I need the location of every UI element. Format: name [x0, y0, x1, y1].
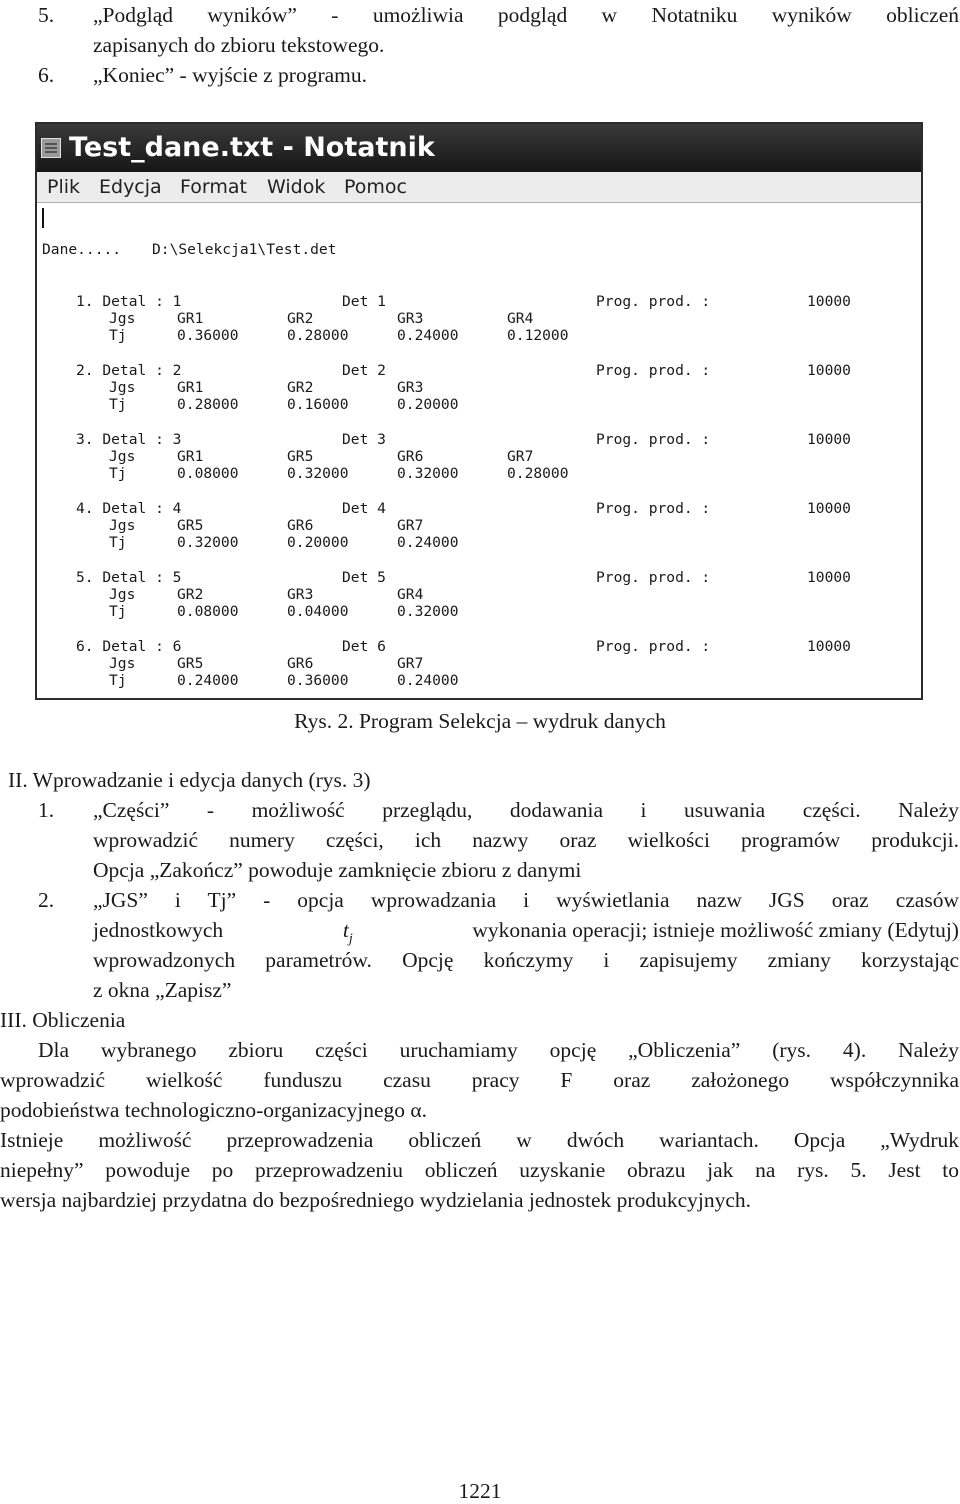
notepad-text-area[interactable] [37, 204, 921, 698]
section-2-item-1-line-3: Opcja „Zakończ” powoduje zamknięcie zbioru z danymi [93, 858, 582, 882]
det-name: Det 1 [342, 293, 386, 310]
tj-value: 0.16000 [287, 396, 349, 413]
tj-value: 0.28000 [287, 327, 349, 344]
header-label: Dane..... [42, 241, 122, 258]
jgs-value: GR2 [287, 379, 314, 396]
variable-tj: $t_j$ [342, 918, 353, 947]
prog-prod-label: Prog. prod. : [596, 293, 711, 310]
jgs-value: GR3 [397, 310, 424, 327]
tj-row-label: Tj [109, 672, 127, 689]
section-3-heading: III. Obliczenia [0, 1008, 126, 1032]
line-part-a: jednostkowych [93, 918, 224, 942]
section-3-para-2-line-2: niepełny” powoduje po przeprowadzeniu obliczeń uzyskanie obrazu jak na rys. 5. Jest to [0, 1158, 959, 1182]
tj-value: 0.12000 [507, 327, 569, 344]
jgs-row-label: Jgs [109, 586, 136, 603]
tj-value: 0.36000 [177, 327, 239, 344]
tj-value: 0.24000 [397, 534, 459, 551]
notepad-menu-bar [37, 172, 921, 202]
detal-label: 5. Detal : 5 [76, 569, 182, 586]
tj-value: 0.20000 [397, 396, 459, 413]
det-name: Det 2 [342, 362, 386, 379]
tj-value: 0.28000 [507, 465, 569, 482]
section-3-para-2-line-3: wersja najbardziej przydatna do bezpośredniego wydzielania jednostek produkcyjnych. [0, 1188, 752, 1212]
tj-value: 0.24000 [397, 672, 459, 689]
tj-row-label: Tj [109, 603, 127, 620]
tj-row-label: Tj [109, 465, 127, 482]
jgs-value: GR6 [287, 655, 314, 672]
section-3-para-1-line-2: wprowadzić wielkość funduszu czasu pracy F oraz założonego współczynnika [0, 1068, 959, 1092]
list-item-6-number: 6. [38, 63, 55, 87]
jgs-value: GR2 [177, 586, 204, 603]
prog-prod-value: 10000 [807, 431, 851, 448]
notepad-title: Test_dane.txt - Notatnik [69, 132, 435, 163]
jgs-row-label: Jgs [109, 310, 136, 327]
det-name: Det 5 [342, 569, 386, 586]
section-2-item-1-line-2: wprowadzić numery części, ich nazwy oraz wielkości programów produkcji. [93, 828, 959, 852]
tj-value: 0.32000 [287, 465, 349, 482]
tj-value: 0.32000 [177, 534, 239, 551]
jgs-value: GR1 [177, 448, 204, 465]
tj-value: 0.04000 [287, 603, 349, 620]
tj-value: 0.28000 [177, 396, 239, 413]
prog-prod-label: Prog. prod. : [596, 362, 711, 379]
detal-label: 1. Detal : 1 [76, 293, 182, 310]
tj-value: 0.36000 [287, 672, 349, 689]
tj-value: 0.32000 [397, 465, 459, 482]
menu-item-format[interactable]: Format [180, 176, 247, 198]
notepad-window [35, 122, 923, 700]
list-item-5-text: „Podgląd wyników” - umożliwia podgląd w Notatniku wyników obliczeń [93, 3, 959, 27]
detal-label: 2. Detal : 2 [76, 362, 182, 379]
notepad-app-icon [41, 138, 61, 158]
section-2-item-2-number: 2. [38, 888, 55, 912]
jgs-value: GR7 [397, 517, 424, 534]
detal-label: 4. Detal : 4 [76, 500, 182, 517]
prog-prod-value: 10000 [807, 293, 851, 310]
det-name: Det 3 [342, 431, 386, 448]
tj-value: 0.32000 [397, 603, 459, 620]
prog-prod-label: Prog. prod. : [596, 431, 711, 448]
list-item-5-number: 5. [38, 3, 55, 27]
det-name: Det 4 [342, 500, 386, 517]
section-2-item-1-line-1: „Części” - możliwość przeglądu, dodawania i usuwania części. Należy [93, 798, 959, 822]
line-part-b: wykonania operacji; istnieje możliwość zmiany (Edytuj) [472, 918, 959, 942]
prog-prod-value: 10000 [807, 500, 851, 517]
section-2-heading: II. Wprowadzanie i edycja danych (rys. 3) [8, 768, 371, 792]
tj-value: 0.20000 [287, 534, 349, 551]
jgs-value: GR3 [397, 379, 424, 396]
jgs-value: GR1 [177, 310, 204, 327]
menu-item-widok[interactable]: Widok [267, 176, 326, 198]
jgs-value: GR5 [177, 655, 204, 672]
jgs-value: GR7 [397, 655, 424, 672]
figure-caption: Rys. 2. Program Selekcja – wydruk danych [294, 709, 666, 733]
section-2-item-2-line-3: wprowadzonych parametrów. Opcję kończymy i zapisujemy zmiany korzystając [93, 948, 959, 972]
prog-prod-value: 10000 [807, 362, 851, 379]
section-2-item-1-number: 1. [38, 798, 55, 822]
jgs-row-label: Jgs [109, 379, 136, 396]
tj-value: 0.24000 [397, 327, 459, 344]
header-path: D:\Selekcja1\Test.det [152, 241, 337, 258]
notepad-title-bar [37, 124, 921, 172]
page-number: 1221 [458, 1479, 502, 1503]
jgs-value: GR2 [287, 310, 314, 327]
prog-prod-label: Prog. prod. : [596, 569, 711, 586]
det-name: Det 6 [342, 638, 386, 655]
prog-prod-value: 10000 [807, 638, 851, 655]
section-2-item-2-line-4: z okna „Zapisz” [93, 978, 232, 1002]
menu-item-plik[interactable]: Plik [47, 176, 81, 198]
menu-separator [37, 202, 921, 203]
list-item-6-text: „Koniec” - wyjście z programu. [93, 63, 368, 87]
jgs-value: GR4 [507, 310, 534, 327]
prog-prod-label: Prog. prod. : [596, 500, 711, 517]
detal-label: 3. Detal : 3 [76, 431, 182, 448]
jgs-value: GR1 [177, 379, 204, 396]
jgs-value: GR4 [397, 586, 424, 603]
section-3-para-1-line-1: Dla wybranego zbioru części uruchamiamy opcję „Obliczenia” (rys. 4). Należy [38, 1038, 959, 1062]
tj-value: 0.24000 [177, 672, 239, 689]
jgs-value: GR5 [177, 517, 204, 534]
menu-item-edycja[interactable]: Edycja [99, 176, 162, 198]
list-item-5-text-cont: zapisanych do zbioru tekstowego. [93, 33, 385, 57]
section-3-para-1-line-3: podobieństwa technologiczno-organizacyjnego α. [0, 1098, 427, 1122]
jgs-value: GR6 [287, 517, 314, 534]
section-3-para-2-line-1: Istnieje możliwość przeprowadzenia obliczeń w dwóch wariantach. Opcja „Wydruk [0, 1128, 959, 1152]
tj-value: 0.08000 [177, 603, 239, 620]
menu-item-pomoc[interactable]: Pomoc [344, 176, 407, 198]
prog-prod-label: Prog. prod. : [596, 638, 711, 655]
tj-value: 0.08000 [177, 465, 239, 482]
tj-row-label: Tj [109, 534, 127, 551]
jgs-value: GR5 [287, 448, 314, 465]
jgs-row-label: Jgs [109, 448, 136, 465]
jgs-value: GR3 [287, 586, 314, 603]
jgs-row-label: Jgs [109, 655, 136, 672]
jgs-value: GR6 [397, 448, 424, 465]
tj-row-label: Tj [109, 396, 127, 413]
jgs-value: GR7 [507, 448, 534, 465]
section-2-item-2-line-1: „JGS” i Tj” - opcja wprowadzania i wyświetlania nazw JGS oraz czasów [93, 888, 959, 912]
detal-label: 6. Detal : 6 [76, 638, 182, 655]
tj-row-label: Tj [109, 327, 127, 344]
jgs-row-label: Jgs [109, 517, 136, 534]
prog-prod-value: 10000 [807, 569, 851, 586]
